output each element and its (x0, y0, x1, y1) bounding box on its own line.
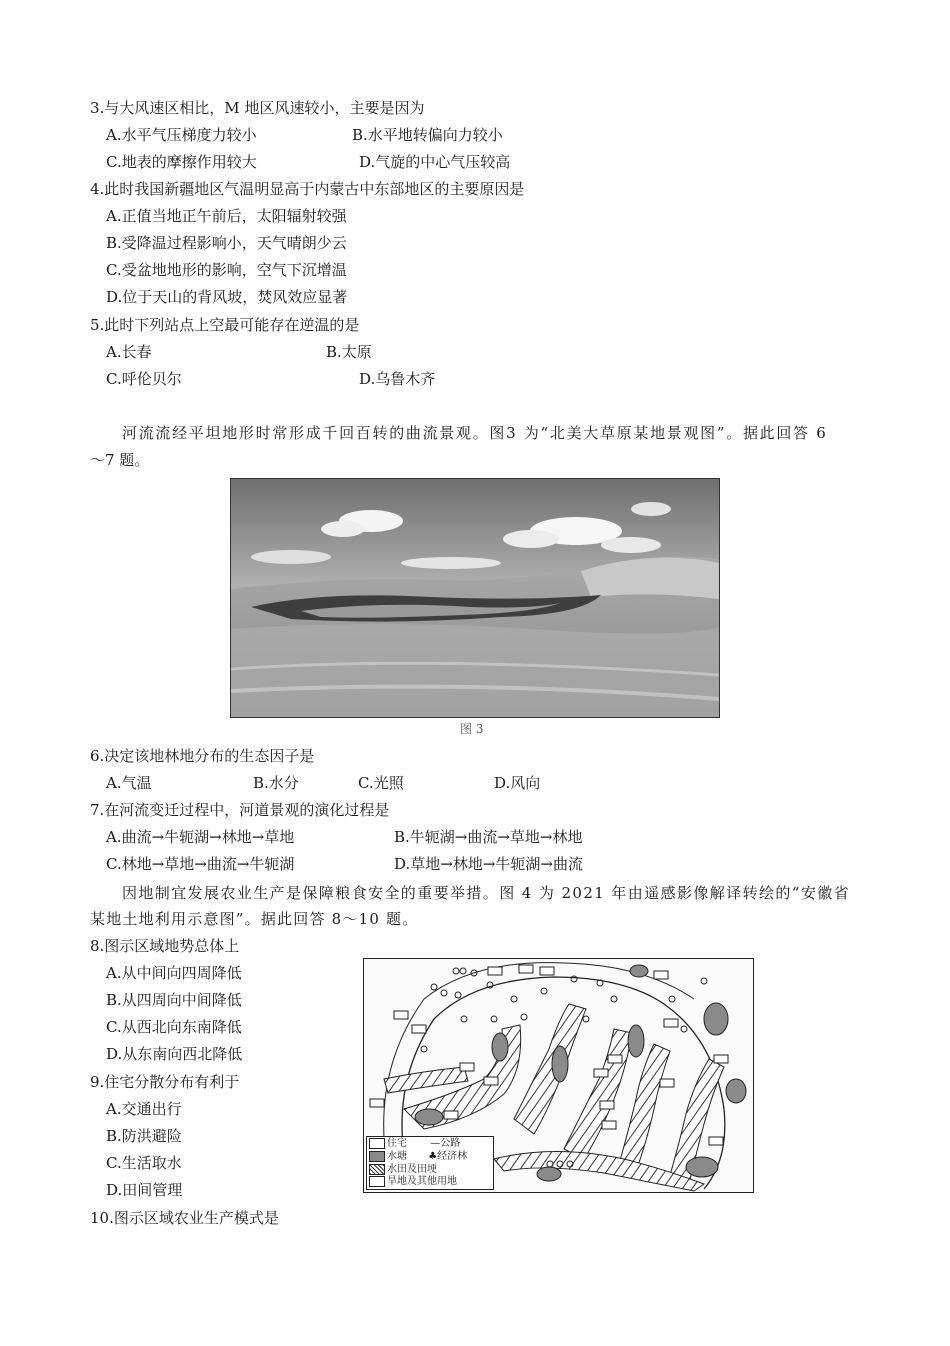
q9-option-a: A.交通出行 (106, 1100, 182, 1118)
q4-option-b: B.受降温过程影响小，天气晴朗少云 (106, 234, 347, 252)
q7-option-b: B.牛轭湖→曲流→草地→林地 (394, 828, 583, 846)
intro-8-10-line2: 某地土地利用示意图”。据此回答 8～10 题。 (90, 910, 419, 928)
road-legend-icon: — (430, 1138, 441, 1149)
legend-pond: 水塘 (387, 1151, 407, 1162)
legend-paddy: 水田及田埂 (387, 1164, 437, 1175)
legend-row-3 (369, 1164, 437, 1177)
q7-option-c: C.林地→草地→曲流→牛轭湖 (106, 855, 295, 873)
q9-stem: 9.住宅分散分布有利于 (90, 1073, 240, 1091)
q9-option-c: C.生活取水 (106, 1154, 182, 1172)
q3-option-a: A.水平气压梯度力较小 (106, 126, 257, 144)
house-legend-icon (369, 1138, 385, 1149)
q4-stem: 4.此时我国新疆地区气温明显高于内蒙古中东部地区的主要原因是 (90, 180, 525, 198)
figure-3-landscape-photo (230, 478, 720, 718)
q8-stem: 8.图示区域地势总体上 (90, 937, 240, 955)
dryland-legend-icon (369, 1176, 385, 1187)
pond-legend-icon (369, 1151, 385, 1162)
intro-6-7-line2: ～7 题。 (90, 451, 150, 469)
q6-option-c: C.光照 (358, 774, 404, 792)
q9-option-d: D.田间管理 (106, 1181, 183, 1199)
q6-option-d: D.风向 (494, 774, 541, 792)
legend-row-4 (369, 1176, 457, 1189)
q3-option-d: D.气旋的中心气压较高 (359, 153, 511, 171)
tree-legend-icon: ♣ (428, 1151, 438, 1162)
q7-stem: 7.在河流变迁过程中，河道景观的演化过程是 (90, 801, 390, 819)
q8-option-c: C.从西北向东南降低 (106, 1018, 242, 1036)
figure-3-caption: 图 3 (460, 722, 484, 736)
q8-option-a: A.从中间向四周降低 (106, 964, 242, 982)
q5-stem: 5.此时下列站点上空最可能存在逆温的是 (90, 316, 360, 334)
q4-option-a: A.正值当地正午前后，太阳辐射较强 (106, 207, 347, 225)
legend-other: 旱地及其他用地 (387, 1176, 457, 1187)
q5-option-b: B.太原 (326, 343, 372, 361)
q9-option-b: B.防洪避险 (106, 1127, 182, 1145)
legend-road: 公路 (440, 1138, 461, 1149)
q5-option-c: C.呼伦贝尔 (106, 370, 182, 388)
q5-option-d: D.乌鲁木齐 (359, 370, 436, 388)
q10-stem: 10.图示区域农业生产模式是 (90, 1209, 279, 1227)
q3-option-b: B.水平地转偏向力较小 (352, 126, 503, 144)
q3-stem: 3.与大风速区相比，M 地区风速较小，主要是因为 (90, 99, 425, 117)
q4-option-c: C.受盆地地形的影响，空气下沉增温 (106, 261, 347, 279)
legend-forest: 经济林 (437, 1151, 468, 1162)
figure-4-land-use-map (363, 958, 754, 1193)
landscape-illustration (231, 479, 719, 717)
q6-option-a: A.气温 (106, 774, 152, 792)
q3-option-c: C.地表的摩擦作用较大 (106, 153, 257, 171)
intro-6-7-line1: 河流流经平坦地形时常形成千回百转的曲流景观。图3 为“北美大草原某地景观图”。据此回答 6 (122, 424, 828, 442)
legend-house: 住宅 (387, 1138, 407, 1149)
q7-option-a: A.曲流→牛轭湖→林地→草地 (106, 828, 295, 846)
q4-option-d: D.位于天山的背风坡，焚风效应显著 (106, 288, 348, 306)
q7-option-d: D.草地→林地→牛轭湖→曲流 (394, 855, 583, 873)
q8-option-b: B.从四周向中间降低 (106, 991, 242, 1009)
q6-option-b: B.水分 (253, 774, 299, 792)
intro-8-10-line1: 因地制宜发展农业生产是保障粮食安全的重要举措。图 4 为 2021 年由遥感影像解译转绘的“安徽省 (122, 884, 851, 902)
q5-option-a: A.长春 (106, 343, 152, 361)
legend-row-1 (369, 1138, 460, 1151)
q8-option-d: D.从东南向西北降低 (106, 1045, 243, 1063)
map-legend (366, 1136, 494, 1190)
paddy-legend-icon (369, 1164, 385, 1175)
legend-row-2 (369, 1151, 467, 1164)
q6-stem: 6.决定该地林地分布的生态因子是 (90, 747, 315, 765)
